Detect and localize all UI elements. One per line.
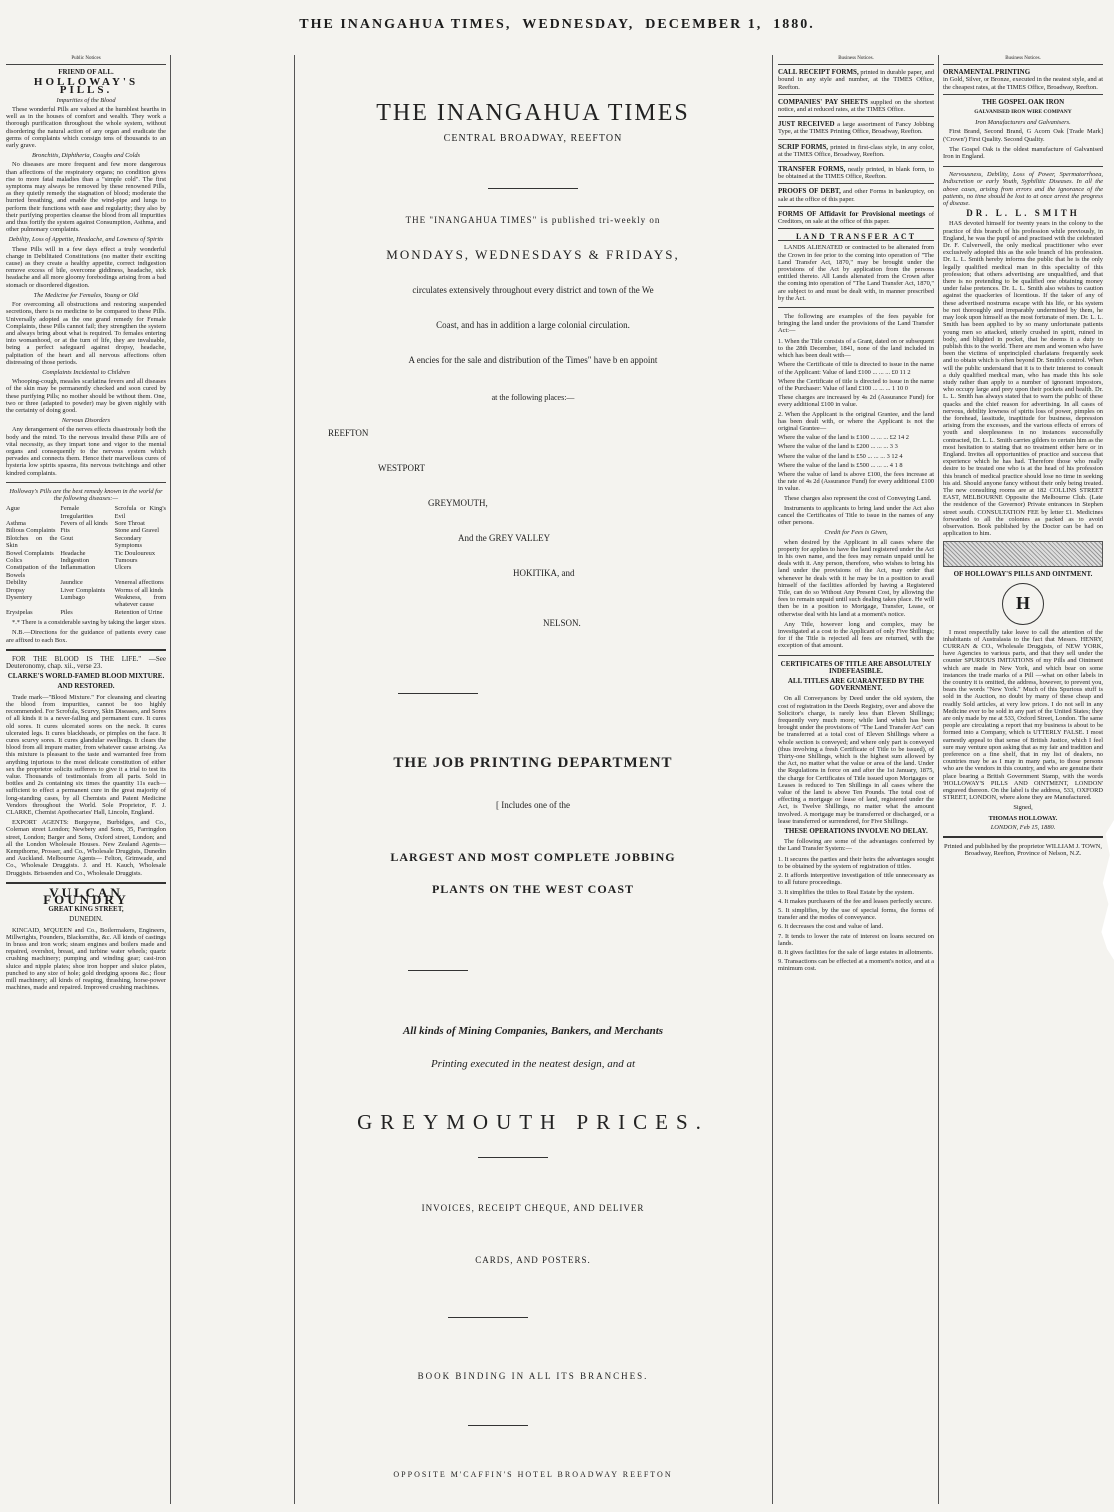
gospel-note: The Gospel Oak is the oldest manufacture of Galvanised Iron in England. xyxy=(943,145,1103,161)
disease-item: Debility xyxy=(6,579,27,587)
divider xyxy=(6,482,166,483)
vulcan-city: DUNEDIN. xyxy=(69,915,103,924)
gospel-brands: First Brand, Second Brand, G Acorn Oak [Trade Mark] ('Crown') First Quality. Second Quality. xyxy=(943,128,1103,143)
masthead-year: 1880. xyxy=(773,17,815,32)
column-header: Business Notices. xyxy=(943,55,1103,65)
clarke-title: CLARKE'S WORLD-FAMED BLOOD MIXTURE. xyxy=(7,672,165,681)
disease-item: Constipation of the Bowels xyxy=(6,564,58,579)
fee-item: Where the value of land is above £100, the fees increase at the rate of 4s 2d (Assurance Fund) for every additional £100 in value. xyxy=(778,470,934,493)
section-text: For overcoming all obstructions and restoring suspended secretions, there is no medicine to be compared to these Pills. Universally adopted as the one grand remedy for Female Complaints, these Pills cannot fail; they strengthen the system and always bring about what is required. To females entering into womanhood, or at the turn of life, they are invaluable, being a perfect safeguard against dropsy, headache, palpitation of the heart and all nervous affections often distressing of those periods. xyxy=(6,301,166,366)
divider xyxy=(6,882,166,884)
disease-item: Blotches on the Skin xyxy=(6,534,58,550)
ornamental-title: ORNAMENTAL PRINTING xyxy=(943,68,1031,77)
guarantee-body: On all Conveyances by Deed under the old system, the cost of registration in the Deeds Registry, over and above the Solicitor's charge, is rarely less than Eleven Shillings; frequently very much more; while land which has been brought under the provisions of "The Land Transfer Act" can be transferred at a total cost of Eleven Shillings where a whole section is conveyed; and where only part is conveyed (thus involving a fresh Certificate of Title to be issued), of Thirty-one Shillings, which is the highest sum allowed by the Act, no matter what the value or area of the land. Under the Regulations in force on and after the 1st January, 1875, the charge for Certificates of Title issued upon Mortgages or Leases is reduced to Ten Shillings in all cases where the value of the land is above Ten Pounds. The total cost of effecting a mortgage or lease of land, registered under the Act, is Twelve Shillings, no matter what the amount involved. A mortgage may be transferred or discharged, or a lease transferred or surrendered, for Five Shillings. xyxy=(778,695,934,825)
advantage-item: 3. It simplifies the titles to Real Estate by the system. xyxy=(778,888,914,896)
credit-body: when desired by the Applicant in all cases where the property for applies to have the land registered under the Act in his own name, and the fees may remain unpaid until he deals with it. Any person, therefore, who wishes to bring his land under the provisions of the Act, may order that whenever he deals with it he may be in a position to avail himself of the facilities afforded by having a Registered Title, can do so Without Any Present Cost, by allowing the fees to remain unpaid until such dealing takes place. He will then be in a position to Mortgage, Transfer, Lease, or otherwise deal with his land at a moment's notice. xyxy=(778,538,934,618)
disease-item: Dysentery xyxy=(6,594,33,602)
column-public-notices xyxy=(6,55,166,1504)
section-text: Whooping-cough, measles scarlatina fevers and all diseases of the skin may be permanently checked and soon cured by these purifying Pills; no mother should be without them. One, two or three (adapted to powder) may be given nightly with the certainty of doing good. xyxy=(6,378,166,414)
disease-item: Fits xyxy=(60,527,70,535)
section-heading: The Medicine for Females, Young or Old xyxy=(33,291,139,299)
export-agents: EXPORT AGENTS: Burgoyne, Burbidges, and Co., Coleman street London; Newbery and Sons, 35, Farringdon street, London; Barger and Sons, Oxford street, London; and all the London Wholesale Houses. New Zealand Agents— Kempthorne, Prosser, and Co., Wholesale Druggists, Dunedin and Auckland. Melbourne Agents— Felton, Grimwade, and Co., Wholesale Druggists. J. and H. Kauch, Wholesale Druggists. Brissenden and Co., Wholesale Druggists. xyxy=(6,819,166,877)
advantage-item: 5. It simplifies, by the use of special forms, the forms of transfer and the modes of conveyance. xyxy=(778,906,934,922)
diseases-intro: Holloway's Pills are the best remedy known in the world for the following diseases:— xyxy=(9,487,163,502)
divider xyxy=(478,1157,548,1158)
disease-item: Tic Douloureux xyxy=(114,549,156,557)
fee-item: 2. When the Applicant is the original Grantee, and the land has been dealt with, or where the Applicant is not the original Grantee— xyxy=(778,410,934,432)
advantage-item: 7. It tends to lower the rate of interest on loans secured on lands. xyxy=(778,932,934,947)
printing-line: Printing executed in the neatest design, and at xyxy=(430,1058,636,1070)
column-header: Public Notices xyxy=(6,55,166,65)
business-ad xyxy=(778,166,934,184)
business-ad xyxy=(778,99,934,117)
disease-item: Ague xyxy=(6,505,20,513)
section-text: No diseases are more frequent and few more dangerous than affections of the respiratory organs; no condition gives rise to more fatal maladies than a "simple cold". The first symptoms may always be removed by these renowned Pills, as they quietly remedy the stagnation of blood; moderate the hurried breathing, and enable the wind-pipe and lungs to perform their functions with ease and regularity; they also by their purifying properties cleanse the blood from all impurities and thus fortify the system against Consumption, Asthma, and other pulmonary complaints. xyxy=(6,161,166,234)
vulcan-title: VULCAN FOUNDRY xyxy=(43,884,129,907)
ad-title: SCRIP FORMS, xyxy=(778,142,829,151)
clarke-body: Trade mark—"Blood Mixture." For cleansing and clearing the blood from impurities, cannot be too highly recommended. For Scrofula, Scurvy, Skin Diseases, and Sores of all kinds it is a never-failing and permanent cure. It cures old sores. It cures ulcerated sores on the neck. It cures ulcerated legs. It cures blackheads, or pimples on the face. It cures scurvy sores. It cures glandular swellings. It clears the blood from all impure matter, from whatever cause arising. As this mixture is pleasant to the taste and warranted free from anything injurious to the most delicate constitution of either sex the proprietor solicits sufferers to give it a trial to test its value. Thousands of testimonials from all parts. Sold in bottles and 2s containing six times the quantity 11s each—sufficient to effect a permanent cure in the great majority of long-standing cases, by all Chemists and Patent Medicine Vendors throughout the World. Sole Proprietor, F. J. CLARKE, Chemist Apothecaries' Hall, Lincoln, England. xyxy=(6,693,166,816)
circulation-line: circulates extensively throughout every district and town of the We xyxy=(412,285,654,295)
disease-item: Ulcers xyxy=(114,564,132,572)
center-advertisement xyxy=(298,55,768,1505)
ad-text: neatly printed, in blank form, to be obtained at the TIMES Office, Reefton. xyxy=(778,166,934,181)
disease-item: Erysipelas xyxy=(6,608,33,616)
greymouth-prices: GREYMOUTH PRICES. xyxy=(357,1110,709,1134)
advantage-item: 1. It secures the parties and their heirs the advantages sought to be obtained by the system of registration of titles. xyxy=(778,855,934,870)
section-text: These Pills will in a few days effect a truly wonderful change in Debilitated Constitutions (no matter their exciting cause) as they create a healthy appetite, correct indigestion remove excess of bile, overcome giddiness, headache, sick headache and all more gloomy forebodings arising from a bad stomach or disordered digestion. xyxy=(6,245,166,289)
ad-text: and other Forms in bankruptcy, on sale at the office of this paper. xyxy=(778,188,934,203)
disease-item: Weakness, from whatever cause xyxy=(114,594,166,609)
divider xyxy=(398,693,478,694)
place-greymouth: GREYMOUTH, xyxy=(428,498,488,508)
column-rule xyxy=(294,55,295,1504)
note-saving: *.* There is a considerable saving by taking the larger sizes. xyxy=(12,619,166,627)
gospel-oak-ad xyxy=(943,99,1103,167)
business-ad xyxy=(778,188,934,206)
clarke-subtitle: AND RESTORED. xyxy=(57,682,115,691)
operations-heading: THESE OPERATIONS INVOLVE NO DELAY. xyxy=(784,827,928,836)
disease-item: Female Irregularities xyxy=(60,505,94,520)
divider xyxy=(778,655,934,656)
coast-line: Coast, and has in addition a large colonial circulation. xyxy=(436,320,630,330)
dr-smith-body: HAS devoted himself for twenty years in the colony to the practice of this branch of his profession while previously, in England, he was the pupil of and practised with the celebrated Dr. F. Culverwell, the only medical practitioner who ever exclusively adopted this as the sole branch of his profession. Dr. L. L. Smith hereby informs the public that he is the only legally qualified medical man in this speciality of this profession; that others advertising are unqualified, and that there is no pretending to be qualified one obtaining money under false pretences. Dr. L. L. Smith also wishes to caution against the quackeries of licentious. If the taker of any of these advertised nostrums escape with his life, or his system be not thoroughly and irreparably undermined by them, he may look upon himself as the most fortunate of men. Dr. L. L. Smith has been applied to by so many unfortunate patients young men so attacked, utterly crushed in spirit, ruined in body, and blighted in pocket, that he deems it a duty to publish this to the world. There are men and women who have been the victims of unprincipled charlatans frequently seek and to obtain which is often beyond Dr. Smith's control. When will the public understand that it is to their interest to consult a duly qualified medical man, who has made this his sole study rather than apply to a number of ignorant impostors, who occupy large and prey upon their pockets and health. Dr. L. L. Smith has always stated that to warn the public of these quacks and the chief reason for advertising. In all cases of nervous, debility lowness of spirits loss of power, pimples on the forehead, lassitude, inaptitude for business, depression arising from the excesses, and the various effects of errors of youth and sleeplessness in no instances successfully contracted, Dr. L. L. Smith carries gilders to certain him as the most hesitation to stating that no treatment either here or in England. Invites all opportunities of practice and success that experience which he has had. Therefore those who really desire to be treated one who is at the head of his profession this branch of medical practice should lose no time in seeking his aid. Should anyone fancy without their only being treated. The new consulting rooms are at 182 COLLINS STREET EAST, MELBOURNE Opposite the Melbourne Club. (Late the residence of the Governor) Private entrances in Stephen street south. CONSULTATION FEE by letter £1. Medicines forwarded to all the colonies as packed as to avoid observation. Book published by the Doctor can be had on application to him. xyxy=(943,220,1103,538)
divider xyxy=(408,970,468,971)
book-binding-line: BOOK BINDING IN ALL ITS BRANCHES. xyxy=(417,1371,649,1381)
disease-item: Gout xyxy=(60,534,74,542)
ad-title: JUST RECEIVED xyxy=(778,120,835,129)
holloway-title: HOLLOWAY'S PILLS. xyxy=(33,76,139,96)
advantage-item: 4. It makes purchasers of the fee and leases perfectly secure. xyxy=(778,897,933,905)
section-heading: Bronchitis, Diphtheria, Coughs and Colds xyxy=(31,152,141,160)
ad-title: COMPANIES' PAY SHEETS xyxy=(778,97,868,106)
clarke-heading: FOR THE BLOOD IS THE LIFE." —See Deuteronomy, chap. xii., verse 23. xyxy=(6,654,166,671)
land-transfer-title: LAND TRANSFER ACT xyxy=(778,233,934,241)
business-ad xyxy=(778,121,934,139)
disease-item: Secondary Symptoms xyxy=(114,534,143,550)
fee-item: Where the value of the land is £500 ... ... ... 4 1 8 xyxy=(778,461,903,469)
disease-item: Inflammation xyxy=(60,564,96,572)
column-rule xyxy=(938,55,939,1504)
disease-item: Bowel Complaints xyxy=(6,549,54,557)
disease-item: Lumbago xyxy=(60,594,85,602)
advantages-list xyxy=(778,856,934,973)
advantage-item: 8. It gives facilities for the sale of large estates in allotments. xyxy=(778,948,934,956)
fees-list xyxy=(778,338,934,493)
holloway-sections xyxy=(6,97,166,477)
fee-item: Where the value of the land is £50 ... ... ... 3 12 4 xyxy=(778,452,903,460)
job-printing-heading: THE JOB PRINTING DEPARTMENT xyxy=(393,755,673,771)
gospel-title: THE GOSPEL OAK IRON xyxy=(981,97,1065,106)
disease-item: Venereal affections xyxy=(114,579,164,587)
advantage-item: 9. Transactions can be effected at a moment's notice, and at a minimum cost. xyxy=(778,958,934,973)
masthead-date: DECEMBER 1, xyxy=(645,17,763,32)
divider xyxy=(468,1425,528,1426)
holloway-caution-body: I most respectfully take leave to call the attention of the inhabitants of Australasia to the fact that Messrs. HENRY, CURRAN & CO., Wholesale Druggists, of NEW YORK, have Agencies to various parts, and that they sell under the counter SPURIOUS IMITATIONS of my Pills and Ointment which are made in New York, and which bear on some instances the trade marks of a Pill —what on other labels in the country it is omitted, the address, however, to prevent you, bears the words "New York." Much of this Spurious stuff is sold in the Auction, no doubt by many of these cheap and readily Sold articles, at very low prices. I do not sell in any Medicine ever to be sold in any part of the United States; they are only made by me at 533, Oxford Street, London. The same people are circulating a report that my business is about to be formed into a Company, which is UTTERLY FALSE. I most earnestly appeal to that sense of British Justice, which I feel sure may venture upon asking that as my fair and tradition and preference on a fine shelf, that in my list of dealers, no countries may be as I may in many parts, to those persons who are the vendors in this country, and who are genuine their place bearing a British Government Stamp, with the words 'HOLLOWAY'S PILLS AND OINTMENT, LONDON' engraved thereon. On the label is the address, 533, OXFORD STREET, LONDON, where alone they are Manufactured. xyxy=(943,628,1103,802)
disease-item: Retention of Urine xyxy=(114,608,163,616)
fee-item: Where the Certificate of title is directed to issue in the name of the Purchaser: Value of land £100 ... ... ... 1 10 0 xyxy=(778,377,934,392)
business-ad xyxy=(778,144,934,162)
section-text: These wonderful Pills are valued at the humblest hearths in well as in the houses of comfort and wealth. They work a thorough purification throughout the whole system, without disordering the natural action of any organ and eradicate the germs of complaints which consign tens of thousands to an early grave. xyxy=(6,106,166,150)
publication-days: MONDAYS, WEDNESDAYS & FRIDAYS, xyxy=(386,247,680,262)
ad-text: a large assortment of Fancy Jobbing Type, at the TIMES Printing Office, Broadway, Reefton. xyxy=(778,121,934,136)
divider xyxy=(778,307,934,308)
disease-item: Sore Throat xyxy=(114,519,145,527)
footer-address: OPPOSITE M'CAFFIN'S HOTEL BROADWAY REEFTON xyxy=(393,1470,673,1479)
vulcan-body: KINCAID, M'QUEEN and Co., Boilermakers, Engineers, Millwrights, Founders, Blacksmiths, &c. All kinds of castings in brass and iron work; steam engines and boilers made and repaired, overshot, breast, and turbine water wheels; quartz crushing machinery; pumping and winding gear; cast-iron sluice and nipple plates; shoe iron hopper and sluice plates, punched to any size of hole; gold dredging spoons &c.; flour mill machinery; all kinds of reaping, thrashing, horse-power machines, made and repaired. Improved crushing machines. xyxy=(6,926,166,992)
column-rule xyxy=(170,55,171,1504)
divider xyxy=(6,649,166,651)
credit-heading: Credit for Fees is Given, xyxy=(824,529,888,537)
signer-name: THOMAS HOLLOWAY. xyxy=(988,814,1058,822)
fee-item: Where the Certificate of title is directed to issue in the name of the Applicant: Value of land £100 ... ... ... £0 11 2 xyxy=(778,361,934,376)
nervous-notice: Nervousness, Debility, Loss of Power, Spermatorrhoea, Indiscretion or early Youth, Syphilitic Diseases. In all the above cases, arising from errors and the ignorance of the patients, no time should be lost to at once arrest the progress of disease. xyxy=(943,171,1103,208)
section-heading: Complaints Incidental to Children xyxy=(42,368,130,376)
ad-text: printed in first-class style, in any color, at the TIMES Office, Broadway, Reefton. xyxy=(778,143,934,158)
divider xyxy=(943,836,1103,838)
paper-address: CENTRAL BROADWAY, REEFTON xyxy=(443,133,623,144)
divider xyxy=(448,1317,528,1318)
fee-item: Where the value of the land is £100 ... ... ... £2 14 2 xyxy=(778,434,909,442)
section-text: Any derangement of the nerves effects disastrously both the body and the mind. To the nervous invalid these Pills are of vital necessity, as they impart tone and vigor to the mental organs and consequently to the nervous system which pervades and connects them. Hence their marvellous cures of hysteria low spirits spasms, fits nervous twitchings and other kindred complaints. xyxy=(6,426,166,477)
published-line: THE "INANGAHUA TIMES" is published tri-weekly on xyxy=(405,215,661,225)
disease-item: Liver Complaints xyxy=(60,586,106,594)
disease-item: Dropsy xyxy=(6,586,25,594)
disease-item: Fevers of all kinds xyxy=(60,519,108,527)
vulcan-street: GREAT KING STREET, xyxy=(48,905,124,914)
advantage-item: 2. It affords interpretive investigation of title unnecessary as to all future proceedings. xyxy=(778,872,934,887)
operations-intro: The following are some of the advantages conferred by the Land Transfer System:— xyxy=(778,838,934,853)
section-heading: Impurities of the Blood xyxy=(56,96,116,104)
ad-title: TRANSFER FORMS, xyxy=(778,165,846,174)
fee-item: These charges are increased by 4s 2d (Assurance Fund) for every additional £100 in value. xyxy=(778,394,934,409)
disease-item: Stone and Gravel xyxy=(114,527,160,535)
plants-line: PLANTS ON THE WEST COAST xyxy=(431,882,635,896)
gospel-makers: Iron Manufacturers and Galvanisers. xyxy=(975,119,1071,127)
instruments-note: Instruments to applicants to bring land under the Act also cancel the Certificates of Title to issue in the names of any other persons. xyxy=(778,504,934,527)
engraved-banner-image xyxy=(943,541,1103,567)
ad-title: PROOFS OF DEBT, xyxy=(778,187,841,196)
place-hokitika: HOKITIKA, and xyxy=(513,568,575,578)
diseases-table xyxy=(6,505,166,616)
ornamental-printing-ad xyxy=(943,69,1103,95)
ad-title: CALL RECEIPT FORMS, xyxy=(778,68,859,77)
place-nelson: NELSON. xyxy=(543,618,581,628)
holloway-seal-icon: H xyxy=(1002,583,1044,625)
disease-item: Indigestion xyxy=(60,557,90,565)
holloway-caution-title: OF HOLLOWAY'S PILLS AND OINTMENT. xyxy=(953,570,1093,579)
column-rule xyxy=(772,55,773,1504)
column-header: Business Notices. xyxy=(778,55,934,65)
section-heading: Debility, Loss of Appetite, Headache, and Lowness of Spirits xyxy=(8,236,164,244)
dr-smith-title: DR. L. L. SMITH xyxy=(966,208,1080,219)
ad-text: supplied on the shortest notice, and at reduced rates, at the TIMES Office. xyxy=(778,98,934,114)
certificates-heading: CERTIFICATES OF TITLE ARE ABSOLUTELY INDEFEASIBLE. xyxy=(780,659,932,675)
disease-item: Headache xyxy=(60,549,86,557)
disease-item: Piles xyxy=(60,608,73,616)
disease-item: Scrofula or King's Evil xyxy=(114,505,166,520)
agencies-line: A encies for the sale and distribution of the Times" have b en appoint xyxy=(408,355,658,365)
signed-date: LONDON, Feb 15, 1880. xyxy=(990,823,1056,831)
places-intro: at the following places:— xyxy=(491,393,575,402)
ornamental-body: in Gold, Silver, or Bronze, executed in the neatest style, and at the cheapest rates, at the TIMES Office, Broadway, Reefton. xyxy=(943,76,1103,91)
business-ad xyxy=(778,69,934,95)
place-reefton: REEFTON xyxy=(328,428,369,438)
ad-text: of Creditors, on sale at the office of this paper. xyxy=(778,210,934,226)
invoices-line: INVOICES, RECEIPT CHEQUE, AND DELIVER xyxy=(421,1203,645,1213)
masthead-paper: THE INANGAHUA TIMES, xyxy=(299,17,512,32)
signed-label: Signed, xyxy=(1013,804,1033,812)
guarantee-heading: ALL TITLES ARE GUARANTEED BY THE GOVERNMENT. xyxy=(787,677,925,693)
cards-line: CARDS, AND POSTERS. xyxy=(475,1255,591,1265)
includes-line: [ Includes one of the xyxy=(496,800,570,810)
disease-item: Asthma xyxy=(6,519,26,527)
kinds-line: All kinds of Mining Companies, Bankers, and Merchants xyxy=(402,1025,664,1037)
place-grey-valley: And the GREY VALLEY xyxy=(458,533,551,543)
disease-item: Jaundice xyxy=(60,579,83,587)
disease-item: Colics xyxy=(6,557,23,565)
masthead xyxy=(0,0,1114,50)
column-business-notices-2 xyxy=(943,55,1103,1504)
disease-item: Tumours xyxy=(114,557,138,565)
fee-item: 1. When the Title consists of a Grant, dated on or subsequent to the 28th December, 1841, none of the land included in which has been dealt with— xyxy=(778,337,934,360)
disease-item: Bilious Complaints xyxy=(6,527,56,535)
ad-title: FORMS OF Affidavit for Provisional meetings xyxy=(778,209,926,218)
gospel-subtitle: GALVANISED IRON WIRE COMPANY xyxy=(974,109,1072,116)
advantage-item: 6. It decreases the cost and value of land. xyxy=(778,923,884,931)
fee-item: Where the value of the land is £200 ... ... ... 3 3 xyxy=(778,443,898,451)
masthead-day: WEDNESDAY, xyxy=(522,17,635,32)
place-westport: WESTPORT xyxy=(378,463,425,473)
section-heading: Nervous Disorders xyxy=(61,417,111,425)
fees-intro: The following are examples of the fees payable for bringing the land under the provisions of the Land Transfer Act:— xyxy=(778,313,934,335)
fees-note: These charges also represent the cost of Conveying Land. xyxy=(784,494,932,502)
friend-heading: FRIEND OF ALL. xyxy=(58,68,114,77)
imprint: Printed and published by the proprietor WILLIAM J. TOWN, Broadway, Reefton, Province of Nelson, N.Z. xyxy=(944,843,1102,858)
column-business-notices xyxy=(778,55,934,1504)
divider xyxy=(488,188,578,189)
disease-item: Worms of all kinds xyxy=(114,586,164,594)
ad-text: printed in durable paper, and bound in any style and number, at the TIMES Office, Reefton. xyxy=(778,69,934,91)
note-directions: N.B.—Directions for the guidance of patients every case are affixed to each Box. xyxy=(6,629,166,644)
any-title-note: Any Title, however long and complex, may be investigated at a cost to the Applicant of only Five Shillings; for if the Title is rejected all fees are returned, with the exception of that amount. xyxy=(778,620,934,650)
print-ads xyxy=(778,69,934,229)
largest-line: LARGEST AND MOST COMPLETE JOBBING xyxy=(390,850,676,864)
paper-title: THE INANGAHUA TIMES xyxy=(376,100,690,126)
land-transfer-body: LANDS ALIENATED or contracted to be alienated from the Crown in fee prior to the coming into operation of "The Land Transfer Act, 1870," may be brought under the provisions of the Act by application from the persons entitled thereto. All Lands alienated from the Crown after the coming into operation of "The Land Transfer Act, 1870," are subject to and must be dealt with, in manner prescribed by the Act. xyxy=(778,244,934,302)
business-ad xyxy=(778,211,934,229)
